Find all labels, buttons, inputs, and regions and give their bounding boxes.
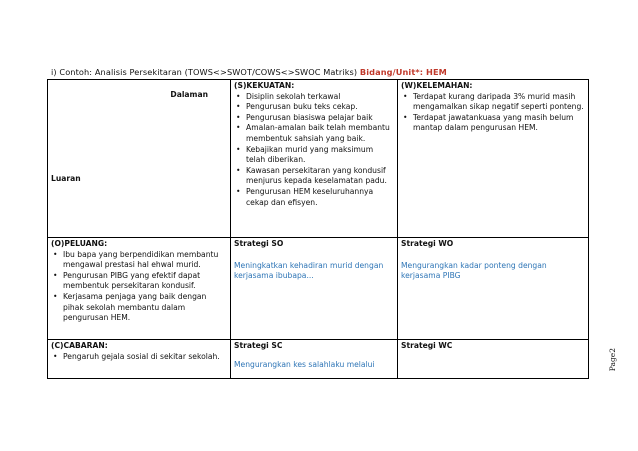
challenges-title: (C)CABARAN: xyxy=(51,341,108,350)
list-item: • Terdapat jawatankuasa yang masih belum mantap dalam pengurusan HEM. xyxy=(401,113,585,134)
strategy-wc-cell xyxy=(398,340,589,379)
list-item: • Kerjasama penjaga yang baik dengan pihak sekolah membantu dalam pengurusan HEM. xyxy=(51,292,227,324)
corner-cell xyxy=(48,80,231,238)
strengths-list xyxy=(234,92,394,209)
opportunities-cell xyxy=(48,238,231,340)
dalaman-label: Dalaman xyxy=(170,90,208,99)
list-item: • Pengurusan buku teks cekap. xyxy=(234,102,394,113)
strategy-sc-title: Strategi SC xyxy=(234,341,283,350)
challenges-cell xyxy=(48,340,231,379)
list-item: • Pengurusan PIBG yang efektif dapat membentuk persekitaran kondusif. xyxy=(51,271,227,292)
heading-text: i) Contoh: Analisis Persekitaran (TOWS<>SWOT/COWS<>SWOC Matriks) xyxy=(51,67,358,77)
list-item: • Pengurusan HEM keseluruhannya cekap dan efisyen. xyxy=(234,187,394,208)
list-item: • Pengaruh gejala sosial di sekitar sekolah. xyxy=(51,352,227,363)
opportunities-title: (O)PELUANG: xyxy=(51,239,108,248)
weaknesses-title: (W)KELEMAHAN: xyxy=(401,81,473,90)
strengths-cell xyxy=(231,80,398,238)
unit-label: Bidang/Unit*: HEM xyxy=(359,67,447,77)
strategy-sc-text: Mengurangkan kes salahlaku melalui xyxy=(234,359,375,369)
strategy-wo-text: Mengurangkan kadar ponteng dengan kerjasama PIBG xyxy=(401,260,547,281)
luaran-label: Luaran xyxy=(51,174,81,183)
list-item: • Amalan-amalan baik telah membantu membentuk sahsiah yang baik. xyxy=(234,123,394,144)
matrix-row-opportunities xyxy=(48,238,589,340)
list-item: • Kebajikan murid yang maksimum telah diberikan. xyxy=(234,145,394,166)
strengths-title: (S)KEKUATAN: xyxy=(234,81,295,90)
strategy-sc-cell xyxy=(231,340,398,379)
swoc-matrix xyxy=(47,79,589,379)
page-number: Page2 xyxy=(608,348,617,372)
list-item: • Disiplin sekolah terkawal xyxy=(234,92,394,103)
list-item: • Terdapat kurang daripada 3% murid masih mengamalkan sikap negatif seperti ponteng. xyxy=(401,92,585,113)
list-item: • Pengurusan biasiswa pelajar baik xyxy=(234,113,394,124)
list-item: • Kawasan persekitaran yang kondusif menjurus kepada keselamatan padu. xyxy=(234,166,394,187)
challenges-list xyxy=(51,352,227,363)
analysis-heading xyxy=(51,67,447,77)
opportunities-list xyxy=(51,250,227,324)
strategy-so-cell xyxy=(231,238,398,340)
matrix-row-challenges xyxy=(48,340,589,379)
strategy-so-text: Meningkatkan kehadiran murid dengan kerjasama ibubapa... xyxy=(234,260,384,281)
weaknesses-cell xyxy=(398,80,589,238)
weaknesses-list xyxy=(401,92,585,134)
strategy-so-title: Strategi SO xyxy=(234,239,284,248)
list-item: • Ibu bapa yang berpendidikan membantu mengawal prestasi hal ehwal murid. xyxy=(51,250,227,271)
strategy-wo-cell xyxy=(398,238,589,340)
strategy-wo-title: Strategi WO xyxy=(401,239,454,248)
matrix-row-header xyxy=(48,80,589,238)
strategy-wc-title: Strategi WC xyxy=(401,341,453,350)
